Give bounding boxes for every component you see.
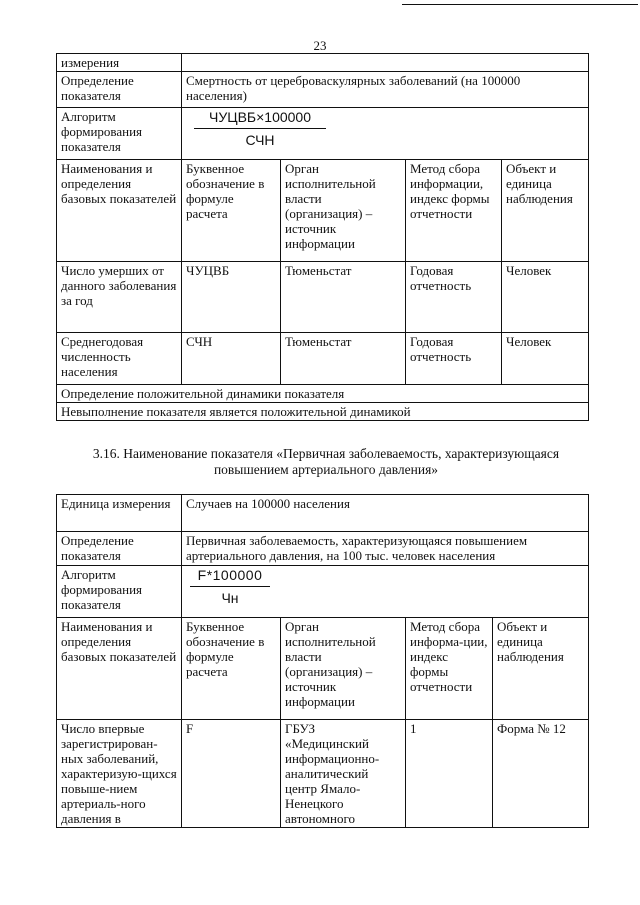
column-header: Орган исполнительной власти (организация) – источник информации	[281, 160, 406, 262]
table-row	[57, 495, 589, 532]
unit-label: измерения	[57, 54, 182, 72]
table-row	[57, 566, 589, 618]
column-header: Орган исполнительной власти (организация) – источник информации	[281, 618, 406, 720]
table-cell: 1	[406, 720, 493, 828]
table-row	[57, 262, 589, 333]
column-header: Объект и единица наблюдения	[502, 160, 589, 262]
column-header: Метод сбора информа-ции, индекс формы отчетности	[406, 618, 493, 720]
table-cell: F	[182, 720, 281, 828]
definition-value: Смертность от цереброваскулярных заболеваний (на 100000 населения)	[182, 72, 589, 108]
formula-numerator: F*100000	[190, 567, 270, 587]
indicator-table-2	[56, 494, 589, 828]
formula	[194, 109, 326, 149]
header-rule	[402, 4, 638, 5]
formula-denominator: СЧН	[245, 132, 275, 148]
table-row	[57, 54, 589, 72]
column-header: Буквенное обозначение в формуле расчета	[182, 160, 281, 262]
table-row	[57, 72, 589, 108]
formula-denominator: Чн	[221, 590, 239, 606]
section-heading: 3.16. Наименование показателя «Первичная заболеваемость, характеризующаяся повышением артериального давления»	[92, 446, 560, 477]
definition-label: Определение показателя	[57, 72, 182, 108]
table-row	[57, 532, 589, 566]
table-row	[57, 403, 589, 421]
table-cell: Число впервые зарегистрирован-ных заболеваний, характеризую-щихся повыше-нием артериаль-ного давления в	[57, 720, 182, 828]
indicator-table-1	[56, 53, 589, 421]
column-header: Объект и единица наблюдения	[493, 618, 589, 720]
formula	[190, 567, 270, 607]
unit-label: Единица измерения	[57, 495, 182, 532]
table-cell: Человек	[502, 262, 589, 333]
table-row	[57, 108, 589, 160]
algorithm-label: Алгоритм формирования показателя	[57, 566, 182, 618]
algorithm-label: Алгоритм формирования показателя	[57, 108, 182, 160]
column-header: Наименования и определения базовых показателей	[57, 160, 182, 262]
definition-label: Определение показателя	[57, 532, 182, 566]
table-cell: ЧУЦВБ	[182, 262, 281, 333]
page-number: 23	[313, 38, 327, 53]
table-cell: СЧН	[182, 333, 281, 385]
table-header-row	[57, 160, 589, 262]
table-cell: Тюменьстат	[281, 333, 406, 385]
table-cell: Форма № 12	[493, 720, 589, 828]
table-cell: Человек	[502, 333, 589, 385]
table-row	[57, 333, 589, 385]
table-cell: Число умерших от данного заболевания за год	[57, 262, 182, 333]
table-cell: Годовая отчетность	[406, 333, 502, 385]
column-header: Буквенное обозначение в формуле расчета	[182, 618, 281, 720]
table-cell: ГБУЗ «Медицинский информационно-аналитический центр Ямало-Ненецкого автономного	[281, 720, 406, 828]
table-header-row	[57, 618, 589, 720]
table-cell: Среднегодовая численность населения	[57, 333, 182, 385]
dynamics-label: Определение положительной динамики показателя	[57, 385, 589, 403]
definition-value: Первичная заболеваемость, характеризующаяся повышением артериального давления, на 100 тыс. человек населения	[182, 532, 589, 566]
table-cell: Годовая отчетность	[406, 262, 502, 333]
table-cell: Тюменьстат	[281, 262, 406, 333]
table-row	[57, 720, 589, 828]
dynamics-value: Невыполнение показателя является положительной динамикой	[57, 403, 589, 421]
table-row	[57, 385, 589, 403]
formula-numerator: ЧУЦВБ×100000	[194, 109, 326, 129]
column-header: Наименования и определения базовых показателей	[57, 618, 182, 720]
column-header: Метод сбора информации, индекс формы отчетности	[406, 160, 502, 262]
unit-value: Случаев на 100000 населения	[182, 495, 589, 532]
